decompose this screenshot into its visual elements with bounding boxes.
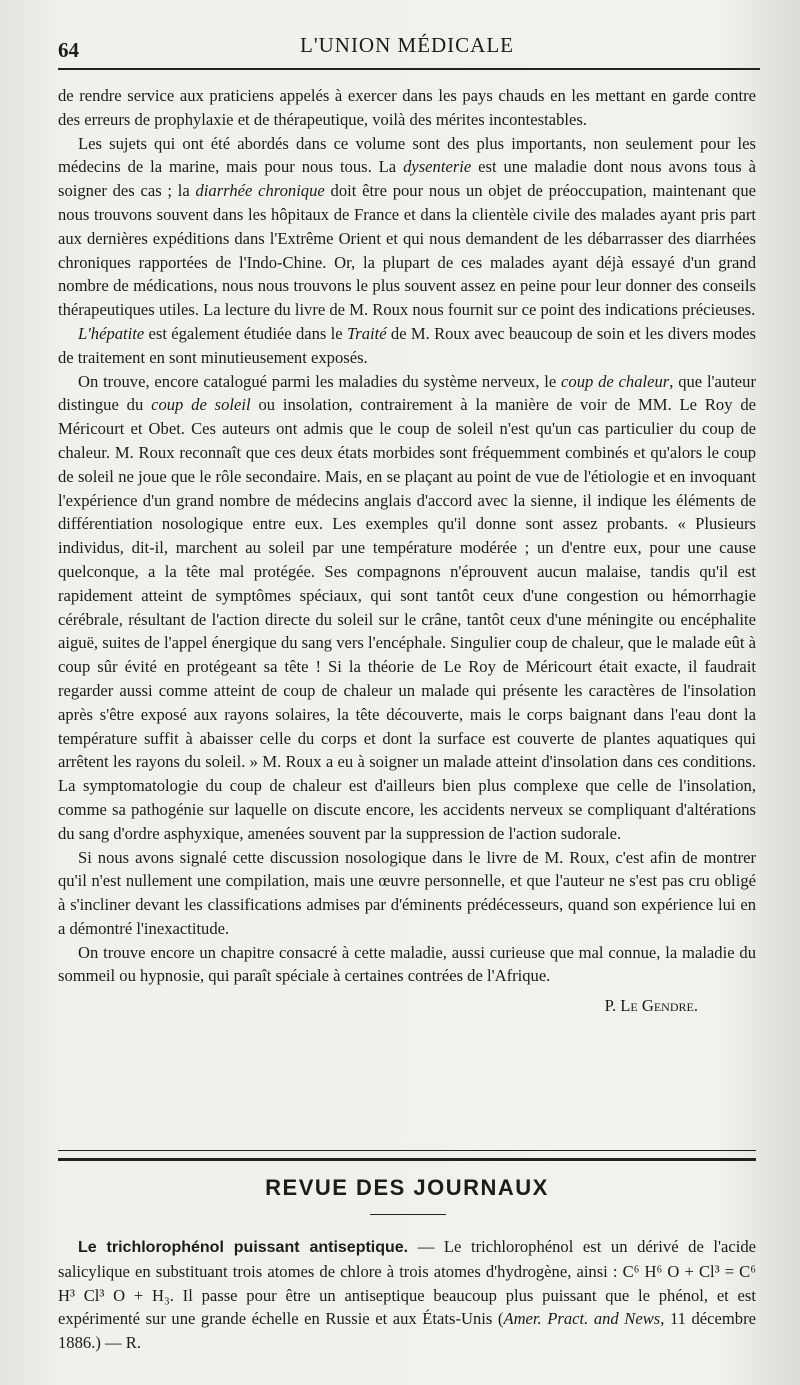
paragraph-2-text-c: doit être pour nous un objet de préoccupation, maintenant que nous trouvons souvent dans les hôpitaux de France et dans la clientèle civile des malades ayant pris part aux dernières expéditions dans l'Extrême Orient et qui nous demandent de les débarrasser des diarrhées chroniques rapportées de l'Indo-Chine. Or, la plupart de ces malades ayant déjà essayé d'un grand nombre de médications, nous nous trouvons le plus souvent assez en peine pour leur donner des conseils thérapeutiques utiles. La lecture du livre de M. Roux nous fournit sur ce point des indications précieuses. xyxy=(58,181,756,320)
paragraph-2 xyxy=(58,132,756,322)
main-text xyxy=(58,84,756,1018)
paragraph-4-text-b: , que l'auteur distingue du xyxy=(58,371,756,415)
paragraph-3-text-a: est également étudiée dans le xyxy=(144,323,347,343)
article-text-a: Le trichlorophénol est un dérivé de l'acide salicylique en substituant trois atomes de chlore à trois atomes d'hydrogène, ainsi : xyxy=(58,1237,757,1281)
paragraph-3-text-b: de M. Roux avec beaucoup de soin et les divers modes de traitement en sont minutieusement exposés. xyxy=(58,323,756,367)
heading-underline xyxy=(370,1214,446,1215)
header-rule xyxy=(58,68,760,70)
article-trichlorophenol xyxy=(58,1235,756,1355)
page-number: 64 xyxy=(58,38,79,62)
paragraph-6: On trouve encore un chapitre consacré à cette maladie, aussi curieuse que mal connue, la maladie du sommeil ou hypnosie, qui paraît spéciale à certaines contrées de l'Afrique. xyxy=(58,942,756,986)
paragraph-2-text-b: est une maladie dont nous avons tous à soigner des cas ; la xyxy=(58,157,756,201)
page-header xyxy=(50,30,760,70)
article-text-b: Il passe pour être un antiseptique beaucoup plus puissant que le phénol, et est expérimenté sur une grande échelle en Russie et aux États-Unis ( xyxy=(58,1285,756,1329)
article-dash: — xyxy=(408,1237,444,1256)
signature-name: Le Gendre. xyxy=(620,996,698,1016)
signature xyxy=(58,994,756,1018)
section-divider xyxy=(58,1150,756,1161)
paragraph-3-emphasis-2: Traité xyxy=(346,323,387,343)
chemical-formula: C⁶ H⁶ O + Cl³ = C⁶ H³ Cl³ O + H₃. xyxy=(58,1261,757,1305)
signature-initial: P. xyxy=(604,996,621,1016)
paragraph-4-text-a: On trouve, encore catalogué parmi les maladies du système nerveux, le xyxy=(78,371,562,391)
article-source: Amer. Pract. and News, xyxy=(503,1309,665,1329)
paragraph-3-emphasis-1: L'hépatite xyxy=(78,323,145,343)
paragraph-3 xyxy=(58,322,756,370)
paragraph-4 xyxy=(58,370,756,846)
article-paragraph xyxy=(58,1235,756,1355)
paragraph-1: de rendre service aux praticiens appelés à exercer dans les pays chauds en les mettant en garde contre des erreurs de prophylaxie et de thérapeutique, voilà des mérites incontestables. xyxy=(58,86,756,129)
section-heading: REVUE DES JOURNAUX xyxy=(265,1175,549,1200)
paragraph-5: Si nous avons signalé cette discussion nosologique dans le livre de M. Roux, c'est afin de montrer qu'il n'est nullement une compilation, mais une œuvre personnelle, et que l'auteur ne s'est pas cru obligé à s'incliner devant les classifications admises par d'éminents prédécesseurs, quand son expérience lui en a démontré l'inexactitude. xyxy=(58,847,756,938)
paragraph-2-emphasis-1: dysenterie xyxy=(403,157,472,177)
paragraph-2-text-a: Les sujets qui ont été abordés dans ce volume sont des plus importants, non seulement pour les médecins de la marine, mais pour nous tous. La xyxy=(58,133,756,177)
running-title: L'UNION MÉDICALE xyxy=(300,33,515,57)
article-text-c: 11 décembre 1886.) — R. xyxy=(58,1309,756,1353)
paragraph-4-text-c: ou insolation, contrairement à la manière de voir de MM. Le Roy de Méricourt et Obet. Ces auteurs ont admis que le coup de soleil n'est qu'un cas particulier du coup de chaleur. M. Roux reconnaît que ces deux états morbides sont fréquemment combinés et qu'alors le coup de soleil ne joue que le rôle secondaire. Mais, en se plaçant au point de vue de l'étiologie et en invoquant l'expérience d'un grand nombre de médecins anglais d'accord avec la sienne, il indique les éléments de différentiation nosologique entre eux. Les exemples qu'il donne sont assez probants. « Plusieurs individus, dit-il, marchent au soleil par une température modérée ; un d'entre eux, pour une cause quelconque, a la tête mal protégée. Ses compagnons n'éprouvent aucun malaise, tandis qu'il est rapidement atteint de symptômes spéciaux, qui sont tantôt ceux d'une congestion ou hémorrhagie cérébrale, résultant de l'action directe du soleil sur le crâne, tantôt ceux d'une méningite ou encéphalite aiguë, suites de l'appel énergique du sang vers l'encéphale. Singulier coup de chaleur, que le malade eût à coup sûr évité en protégeant sa tête ! Si la théorie de Le Roy de Méricourt était exacte, il faudrait regarder aussi comme atteint de coup de chaleur un malade qui présente les caractères de l'insolation après s'être exposé aux rayons solaires, la tête découverte, mais le corps baignant dans l'eau dont la température suffit à abaisser celle du corps et dont la surface est couverte de plantes aquatiques qui arrêtent les rayons du soleil. » M. Roux a eu à soigner un malade atteint d'insolation dans ces conditions. La symptomatologie du coup de chaleur est d'ailleurs bien plus complexe que celle de l'insolation, comme sa pathogénie sur laquelle on discute encore, les accidents nerveux se compliquant d'altérations du sang d'ordre asphyxique, amenées souvent par la suppression de l'action sudorale. xyxy=(58,395,757,843)
paragraph-2-emphasis-2: diarrhée chronique xyxy=(195,181,325,201)
paragraph-4-emphasis-2: coup de soleil xyxy=(151,395,251,415)
paragraph-4-emphasis-1: coup de chaleur xyxy=(561,371,670,391)
article-title: Le trichlorophénol puissant antiseptique. xyxy=(78,1239,409,1256)
